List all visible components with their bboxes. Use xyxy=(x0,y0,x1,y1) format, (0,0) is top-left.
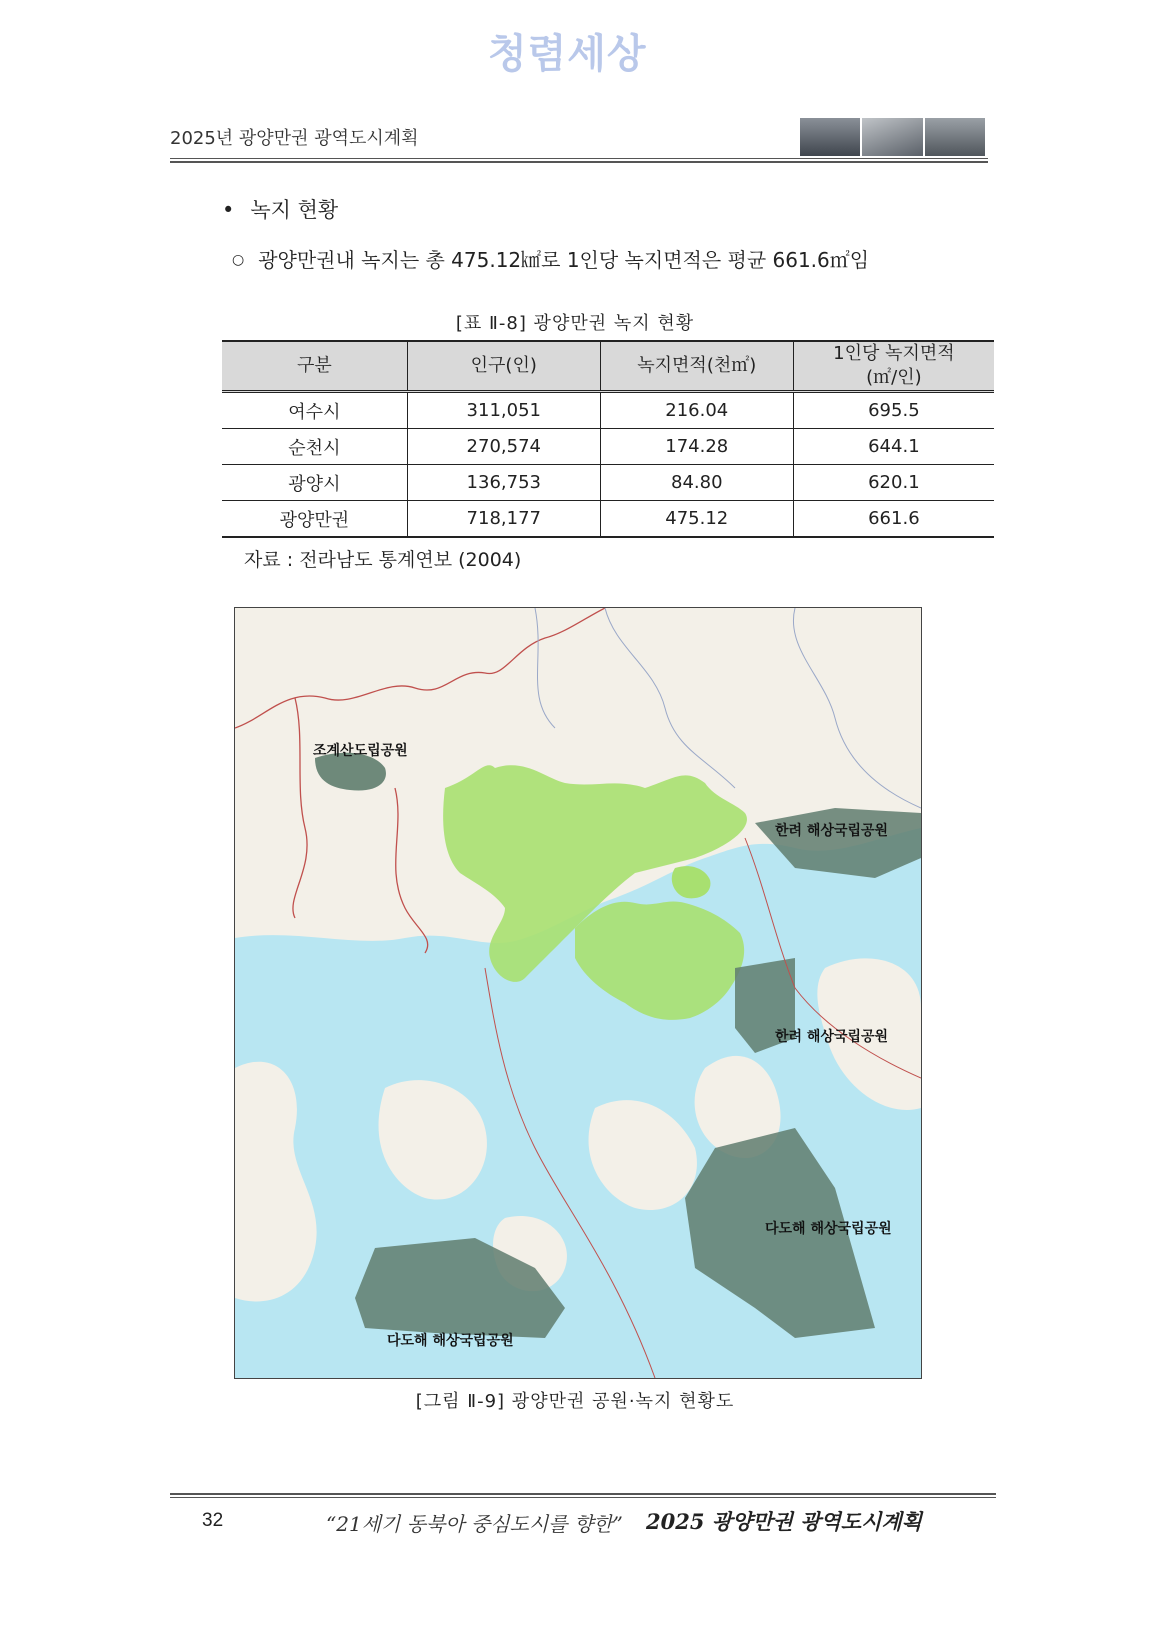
header-photo xyxy=(800,118,860,156)
table-cell: 84.80 xyxy=(600,465,793,501)
summary-text: 광양만권내 녹지는 총 475.12㎢로 1인당 녹지면적은 평균 661.6㎡임 xyxy=(258,248,870,272)
document-header xyxy=(170,118,988,162)
column-header: 녹지면적(천㎡) xyxy=(600,341,793,392)
column-header-line: 1인당 녹지면적 xyxy=(833,343,955,364)
green-area-table xyxy=(222,340,994,538)
table-cell: 광양시 xyxy=(222,465,407,501)
header-photo-strip xyxy=(800,118,985,156)
header-rule xyxy=(170,158,988,163)
column-header xyxy=(793,341,994,392)
table-row xyxy=(222,392,994,429)
table-cell: 순천시 xyxy=(222,429,407,465)
document-title: 2025년 광양만권 광역도시계획 xyxy=(170,128,419,149)
logo: 청렴세상 xyxy=(488,31,647,77)
section-bullet xyxy=(222,194,338,224)
figure-caption: [그림 Ⅱ-9] 광양만권 공원·녹지 현황도 xyxy=(415,1391,735,1412)
footer-rule xyxy=(170,1493,996,1498)
table-cell: 311,051 xyxy=(407,392,600,429)
column-header: 구분 xyxy=(222,341,407,392)
table-cell: 695.5 xyxy=(793,392,994,429)
table-row xyxy=(222,465,994,501)
header-photo xyxy=(925,118,985,156)
bullet-icon: • xyxy=(222,198,235,222)
map-label-park: 다도해 해상국립공원 xyxy=(765,1221,892,1237)
table-cell: 661.6 xyxy=(793,501,994,538)
table-cell: 136,753 xyxy=(407,465,600,501)
table-cell: 270,574 xyxy=(407,429,600,465)
map-label-park: 한려 해상국립공원 xyxy=(775,1029,889,1045)
table-cell: 475.12 xyxy=(600,501,793,538)
column-header: 인구(인) xyxy=(407,341,600,392)
map-label-park: 다도해 해상국립공원 xyxy=(387,1333,514,1349)
table-cell: 216.04 xyxy=(600,392,793,429)
page-number: 32 xyxy=(202,1510,224,1531)
table-cell: 718,177 xyxy=(407,501,600,538)
table-header-row xyxy=(222,341,994,392)
map-graphic xyxy=(235,608,921,1378)
map-label-park: 한려 해상국립공원 xyxy=(775,823,889,839)
section-heading: 녹지 현황 xyxy=(250,198,339,222)
footer-tagline: “21세기 동북아 중심도시를 향한” xyxy=(326,1512,623,1536)
circle-bullet-icon: ○ xyxy=(232,252,245,268)
table-cell: 620.1 xyxy=(793,465,994,501)
table-cell: 644.1 xyxy=(793,429,994,465)
table-source: 자료 : 전라남도 통계연보 (2004) xyxy=(244,549,522,571)
park-green-map xyxy=(234,607,922,1379)
section-summary xyxy=(232,244,869,273)
footer-title: 2025 광양만권 광역도시계획 xyxy=(646,1509,922,1534)
table-cell: 광양만권 xyxy=(222,501,407,538)
header-photo xyxy=(862,118,922,156)
column-header-line: (㎡/인) xyxy=(866,367,922,388)
map-label-park: 조계산도립공원 xyxy=(313,743,408,759)
table-caption: [표 Ⅱ-8] 광양만권 녹지 현황 xyxy=(455,313,695,334)
table-cell: 여수시 xyxy=(222,392,407,429)
table-row xyxy=(222,429,994,465)
table-row xyxy=(222,501,994,538)
table-cell: 174.28 xyxy=(600,429,793,465)
